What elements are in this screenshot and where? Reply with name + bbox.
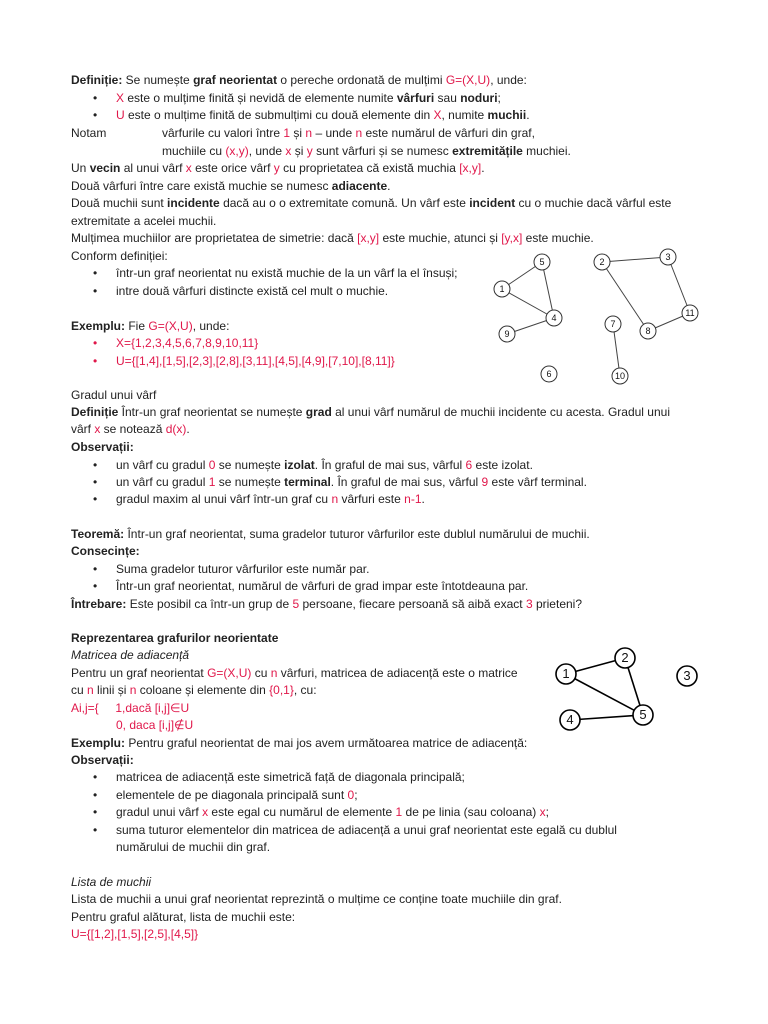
simetrie-line: Mulțimea muchiilor are proprietatea de simetrie: dacă [x,y] este muchie, atunci și [y,x] este muchie.	[71, 231, 594, 245]
matrice-example: Exemplu: Pentru graful neorientat de mai jos avem următoarea matrice de adiacență:	[71, 736, 528, 750]
consecinta-1: • Suma gradelor tuturor vârfurilor este număr par.	[116, 561, 369, 577]
grad-obs-2: • un vârf cu gradul 1 se numește terminal. În graful de mai sus, vârful 9 este vârf terminal.	[116, 474, 587, 490]
lista-subtitle: Lista de muchii	[71, 875, 152, 889]
matrice-obs-4: • suma tuturor elementelor din matricea de adiacență a unui graf neorientat este egală cu dublul	[116, 822, 617, 838]
graph2-node-label-1: 1	[562, 666, 570, 681]
matrice-obs-1: • matricea de adiacență este simetrică față de diagonala principală;	[116, 769, 465, 785]
example-u-set: • U={[1,4],[1,5],[2,3],[2,8],[3,11],[4,5],[4,9],[7,10],[8,11]}	[116, 353, 395, 369]
example-line: Exemplu: Fie G=(X,U), unde:	[71, 319, 230, 333]
matrice-par-1: Pentru un graf neorientat G=(X,U) cu n vârfuri, matricea de adiacență este o matrice	[71, 666, 518, 680]
definition-line: Definiție: Se numește graf neorientat o pereche ordonată de mulțimi G=(X,U), unde:	[71, 73, 527, 87]
graph1-edge-1-4	[502, 289, 554, 318]
consecinta-2: • Într-un graf neorientat, numărul de vârfuri de grad impar este întotdeauna par.	[116, 578, 528, 594]
grad-title: Gradul unui vârf	[71, 388, 157, 402]
graph2-node-label-2: 2	[621, 650, 629, 665]
matrice-observatii: Observații:	[71, 753, 134, 767]
grad-definition-2: vârf x se notează d(x).	[71, 422, 190, 436]
graph1-node-label-2: 2	[599, 257, 605, 268]
grad-obs-1: • un vârf cu gradul 0 se numește izolat. În graful de mai sus, vârful 6 este izolat.	[116, 457, 533, 473]
vecin-line: Un vecin al unui vârf x este orice vârf y cu proprietatea că există muchia [x,y].	[71, 161, 485, 175]
matrice-par-2: cu n linii și n coloane și elemente din {0,1}, cu:	[71, 683, 317, 697]
graph2-node-label-5: 5	[639, 707, 647, 722]
consecinte-label: Consecințe:	[71, 544, 140, 558]
notam-line-2: muchiile cu (x,y), unde x și y sunt vârfuri și se numesc extremitățile muchiei.	[162, 144, 571, 158]
graph1-node-label-7: 7	[610, 319, 616, 330]
grad-obs-3: • gradul maxim al unui vârf într-un graf cu n vârfuri este n-1.	[116, 491, 425, 507]
notam-line-1: vârfurile cu valori între 1 și n – unde n este numărul de vârfuri din graf,	[162, 126, 535, 140]
matrice-subtitle: Matricea de adiacență	[71, 648, 190, 662]
graph2-edge-4-5	[570, 715, 643, 720]
graph1-edge-2-3	[602, 257, 668, 262]
example-x-set: • X={1,2,3,4,5,6,7,8,9,10,11}	[116, 335, 258, 351]
lista-u-set: U={[1,2],[1,5],[2,5],[4,5]}	[71, 927, 199, 941]
formula-line-2: 0, daca [i,j]∉U	[116, 718, 194, 732]
teorema-line: Teoremă: Într-un graf neorientat, suma gradelor tuturor vârfurilor este dublul numărului de muchii.	[71, 527, 590, 541]
notam-label: Notam	[71, 126, 107, 140]
intrebare-line: Întrebare: Este posibil ca într-un grup de 5 persoane, fiecare persoană să aibă exact 3 prieteni?	[71, 597, 583, 611]
incidente-line-1: Două muchii sunt incidente dacă au o o extremitate comună. Un vârf este incident cu o muchie dacă vârful este	[71, 196, 672, 210]
graph1-edge-3-11	[668, 257, 690, 313]
bullet-u-set: • U este o mulțime finită de submulțimi cu două elemente din X, numite muchii.	[116, 107, 530, 123]
grad-definition-1: Definiție Într-un graf neorientat se numește grad al unui vârf numărul de muchii incidente cu acesta. Gradul unui	[71, 405, 670, 419]
reprezentare-title: Reprezentarea grafurilor neorientate	[71, 631, 279, 645]
conform-bullet-2: • intre două vârfuri distincte există cel mult o muchie.	[116, 283, 388, 299]
graph1-node-label-9: 9	[504, 329, 510, 340]
graph1-node-label-3: 3	[665, 252, 671, 263]
lista-line-2: Pentru graful alăturat, lista de muchii este:	[71, 910, 296, 924]
matrice-obs-3: • gradul unui vârf x este egal cu numărul de elemente 1 de pe linia (sau coloana) x;	[116, 804, 549, 820]
bullet-x-set: • X este o mulțime finită și nevidă de elemente numite vârfuri sau noduri;	[116, 90, 501, 106]
example-graph-1	[494, 249, 698, 384]
graph1-node-label-1: 1	[499, 284, 505, 295]
graph1-node-label-10: 10	[614, 371, 626, 382]
graph2-node-label-3: 3	[683, 668, 691, 683]
formula-line-1: Ai,j={ 1,dacă [i,j]∈U	[71, 701, 190, 715]
adiacente-line: Două vârfuri între care există muchie se numesc adiacente.	[71, 179, 391, 193]
conform-line: Conform definiției:	[71, 249, 168, 263]
graph1-node-label-11: 11	[685, 308, 695, 319]
graph2-node-label-4: 4	[566, 712, 574, 727]
matrice-obs-4-cont: numărului de muchii din graf.	[116, 840, 271, 854]
graph1-node-label-4: 4	[551, 313, 557, 324]
graph1-node-label-6: 6	[546, 369, 552, 380]
incidente-line-2: extremitate a acelei muchii.	[71, 214, 217, 228]
matrice-obs-2: • elementele de pe diagonala principală sunt 0;	[116, 787, 358, 803]
graph1-node-label-8: 8	[645, 326, 651, 337]
graph1-edge-4-5	[542, 262, 554, 318]
grad-observatii: Observații:	[71, 440, 134, 454]
graph1-node-label-5: 5	[539, 257, 545, 268]
conform-bullet-1: • într-un graf neorientat nu există muchie de la un vârf la el însuși;	[116, 265, 458, 281]
example-graph-2	[556, 648, 697, 730]
lista-line-1: Lista de muchii a unui graf neorientat reprezintă o mulțime ce conține toate muchiile din graf.	[71, 892, 562, 906]
